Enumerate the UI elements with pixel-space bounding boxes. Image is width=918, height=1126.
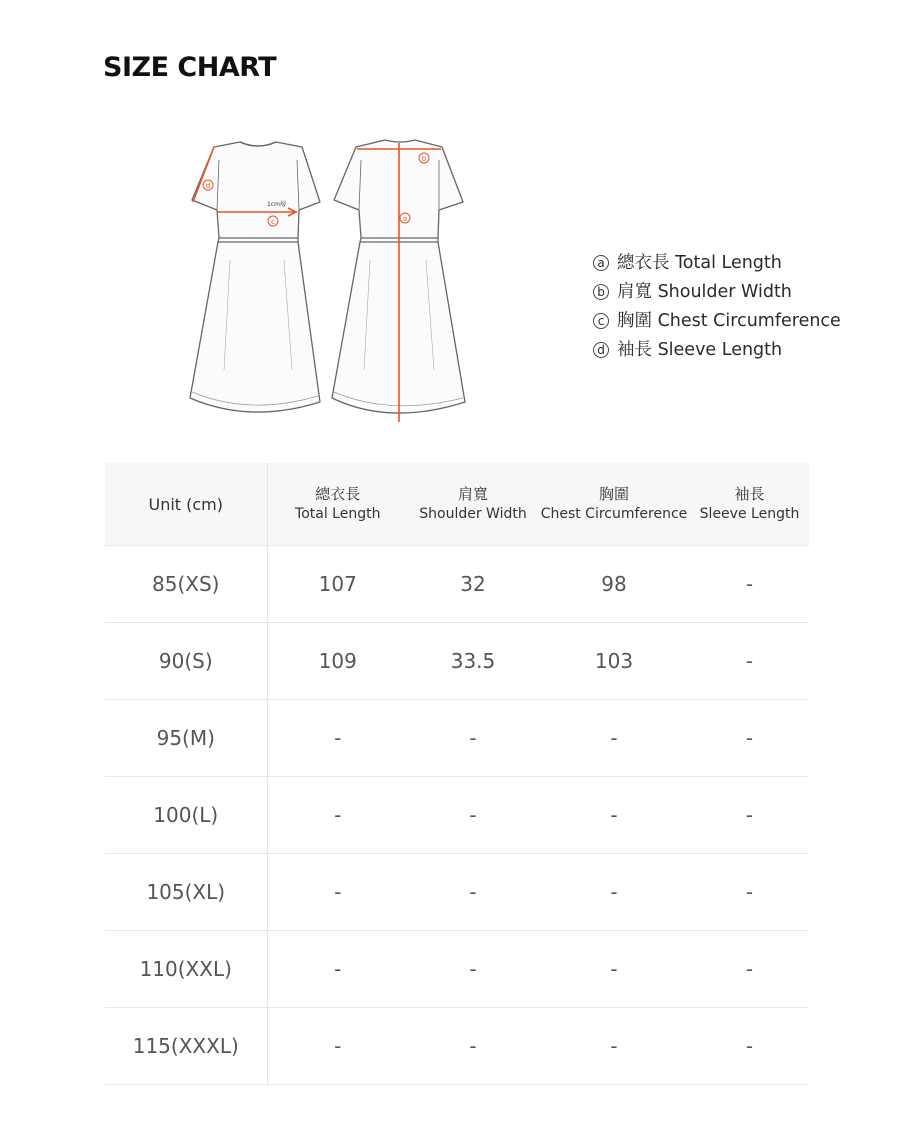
value-cell: - xyxy=(408,700,538,777)
value-cell: - xyxy=(690,931,809,1008)
size-cell: 100(L) xyxy=(105,777,267,854)
value-cell: - xyxy=(690,623,809,700)
unit-header: Unit (cm) xyxy=(105,463,267,546)
legend-item-shoulder-width xyxy=(593,279,841,308)
value-cell: - xyxy=(408,1008,538,1085)
value-cell: 32 xyxy=(408,546,538,623)
table-row xyxy=(105,777,809,854)
value-cell: - xyxy=(538,777,690,854)
value-cell: - xyxy=(538,854,690,931)
table-row xyxy=(105,1008,809,1085)
value-cell: 98 xyxy=(538,546,690,623)
value-cell: 33.5 xyxy=(408,623,538,700)
table-row xyxy=(105,931,809,1008)
marker-d-label: d xyxy=(205,182,211,190)
value-cell: - xyxy=(538,931,690,1008)
size-cell: 115(XXXL) xyxy=(105,1008,267,1085)
size-cell: 95(M) xyxy=(105,700,267,777)
measurement-legend xyxy=(593,250,841,366)
col-header-shoulder-width: 肩寬 Shoulder Width xyxy=(408,463,538,546)
value-cell: - xyxy=(267,1008,408,1085)
value-cell: - xyxy=(690,1008,809,1085)
table-row xyxy=(105,854,809,931)
size-cell: 105(XL) xyxy=(105,854,267,931)
legend-text: 胸圍 Chest Circumference xyxy=(617,311,841,331)
col-header-total-length: 總衣長 Total Length xyxy=(267,463,408,546)
value-cell: - xyxy=(408,931,538,1008)
col-header-chest: 胸圍 Chest Circumference xyxy=(538,463,690,546)
marker-a-label: a xyxy=(402,215,408,223)
legend-text: 袖長 Sleeve Length xyxy=(617,340,783,360)
legend-text: 總衣長 Total Length xyxy=(617,253,782,273)
legend-text: 肩寬 Shoulder Width xyxy=(617,282,792,302)
size-cell: 90(S) xyxy=(105,623,267,700)
value-cell: - xyxy=(408,777,538,854)
legend-item-chest xyxy=(593,308,841,337)
marker-b-icon: b xyxy=(593,284,609,300)
value-cell: 107 xyxy=(267,546,408,623)
marker-b-label: b xyxy=(421,155,427,163)
value-cell: - xyxy=(267,777,408,854)
table-row xyxy=(105,623,809,700)
value-cell: - xyxy=(690,854,809,931)
value-cell: - xyxy=(690,546,809,623)
marker-c-label: c xyxy=(271,218,275,226)
value-cell: - xyxy=(267,700,408,777)
col-header-sleeve-length: 袖長 Sleeve Length xyxy=(690,463,809,546)
value-cell: 103 xyxy=(538,623,690,700)
page-title: SIZE CHART xyxy=(103,52,277,83)
legend-item-total-length xyxy=(593,250,841,279)
value-cell: 109 xyxy=(267,623,408,700)
marker-c-icon: c xyxy=(593,313,609,329)
value-cell: - xyxy=(267,931,408,1008)
value-cell: - xyxy=(538,1008,690,1085)
dress-illustration xyxy=(180,130,480,435)
value-cell: - xyxy=(690,700,809,777)
legend-item-sleeve-length xyxy=(593,337,841,366)
value-cell: - xyxy=(690,777,809,854)
value-cell: - xyxy=(267,854,408,931)
table-header-row xyxy=(105,463,809,546)
illustration-note: 1cm層 xyxy=(267,201,286,208)
size-cell: 110(XXL) xyxy=(105,931,267,1008)
value-cell: - xyxy=(408,854,538,931)
table-row xyxy=(105,700,809,777)
marker-d-icon: d xyxy=(593,342,609,358)
size-table xyxy=(105,463,809,1085)
value-cell: - xyxy=(538,700,690,777)
marker-a-icon: a xyxy=(593,255,609,271)
size-cell: 85(XS) xyxy=(105,546,267,623)
table-row xyxy=(105,546,809,623)
